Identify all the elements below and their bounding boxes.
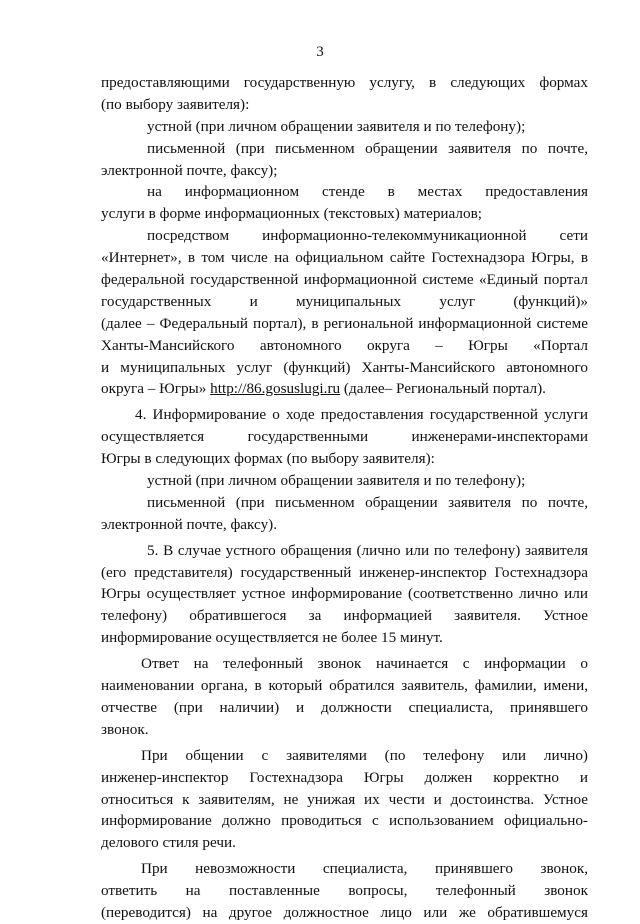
page-number: 3 (316, 44, 324, 60)
paragraph-p7 (101, 470, 588, 492)
text-segment: округа – Югры» (101, 380, 211, 398)
text-line: При невозможности специалиста, принявшего звонок, (141, 860, 588, 878)
document-body (101, 72, 588, 924)
text-line: (его представителя) государственный инженер-инспектор Гостехнадзора (101, 563, 588, 581)
text-line: 5. В случае устного обращения (лично или по телефону) заявителя (147, 541, 588, 559)
paragraph-p5 (101, 225, 588, 400)
text-line: наименовании органа, в который обратился заявитель, фамилии, имени, (101, 677, 588, 695)
text-line (101, 291, 588, 313)
text-line: «Интернет», в том числе на официальном сайте Гостехнадзора Югры, в (101, 249, 588, 267)
text-line: ответить на поставленные вопросы, телефонный звонок (101, 882, 588, 900)
paragraph-p9 (101, 540, 588, 649)
hyperlink[interactable]: http://86.gosuslugi.ru (210, 380, 341, 398)
text-line: телефону) обратившегося за информацией заявителя. Устное (101, 607, 588, 625)
text-line: делового стиля речи. (101, 834, 236, 852)
text-line: информирование осуществляется не более 15 минут. (101, 629, 443, 647)
text-line: и муниципальных услуг (функций) Ханты-Мансийского автономного (101, 358, 588, 376)
paragraph-p6 (101, 404, 588, 470)
text-line: 4. Информирование о ходе предоставления государственной услуги (135, 406, 588, 424)
text-line: Ответ на телефонный звонок начинается с информации о (141, 655, 588, 673)
text-line: отчестве (при наличии) и должности специалиста, принявшего (101, 698, 588, 716)
paragraph-p3 (101, 138, 588, 182)
paragraph-p2 (101, 116, 588, 138)
text-line: устной (при личном обращении заявителя и по телефону); (147, 117, 526, 135)
paragraph-p8 (101, 492, 588, 536)
paragraph-p1 (101, 72, 588, 116)
paragraph-p11 (101, 745, 588, 854)
text-line: услуги в форме информационных (текстовых) материалов; (101, 205, 482, 223)
text-line (101, 378, 588, 400)
text-line: (переводится) на другое должностное лицо или же обратившемуся (101, 903, 588, 921)
text-line: информирование должно проводиться с использованием официально- (101, 812, 588, 830)
text-line: (далее – Федеральный портал), в региональной информационной системе (101, 314, 588, 332)
text-line: Ханты-Мансийского автономного округа – Югры «Портал (101, 336, 588, 354)
text-line: федеральной государственной информационной системе «Единый портал (101, 271, 588, 289)
paragraph-p4 (101, 181, 588, 225)
paragraph-p12 (101, 858, 588, 924)
text-line: на информационном стенде в местах предоставления (147, 183, 588, 201)
text-line: Югры в следующих формах (по выбору заявителя): (101, 450, 435, 468)
text-line: предоставляющими государственную услугу, в следующих формах (101, 74, 588, 91)
text-segment: государственных и муниципальных услуг (функций)» (101, 292, 588, 310)
text-line: (по выбору заявителя): (101, 95, 250, 113)
text-line: осуществляется государственными инженерами-инспекторами (101, 428, 588, 446)
text-line: электронной почте, факсу). (101, 515, 278, 533)
text-line: устной (при личном обращении заявителя и по телефону); (147, 472, 526, 490)
text-line: звонок. (101, 720, 149, 738)
text-line: посредством информационно-телекоммуникационной сети (147, 227, 588, 245)
text-line: письменной (при письменном обращении заявителя по почте, (147, 493, 588, 511)
text-line: письменной (при письменном обращении заявителя по почте, (147, 139, 588, 157)
paragraph-p10 (101, 653, 588, 741)
text-line: При общении с заявителями (по телефону или лично) (141, 746, 588, 764)
text-segment: (далее– Региональный портал). (340, 380, 546, 398)
text-line: Югры осуществляет устное информирование (соответственно лично или (101, 585, 588, 603)
text-line: электронной почте, факсу); (101, 161, 278, 179)
text-line: инженер-инспектор Гостехнадзора Югры должен корректно и (101, 768, 588, 786)
text-line: относиться к заявителям, не унижая их чести и достоинства. Устное (101, 790, 588, 808)
